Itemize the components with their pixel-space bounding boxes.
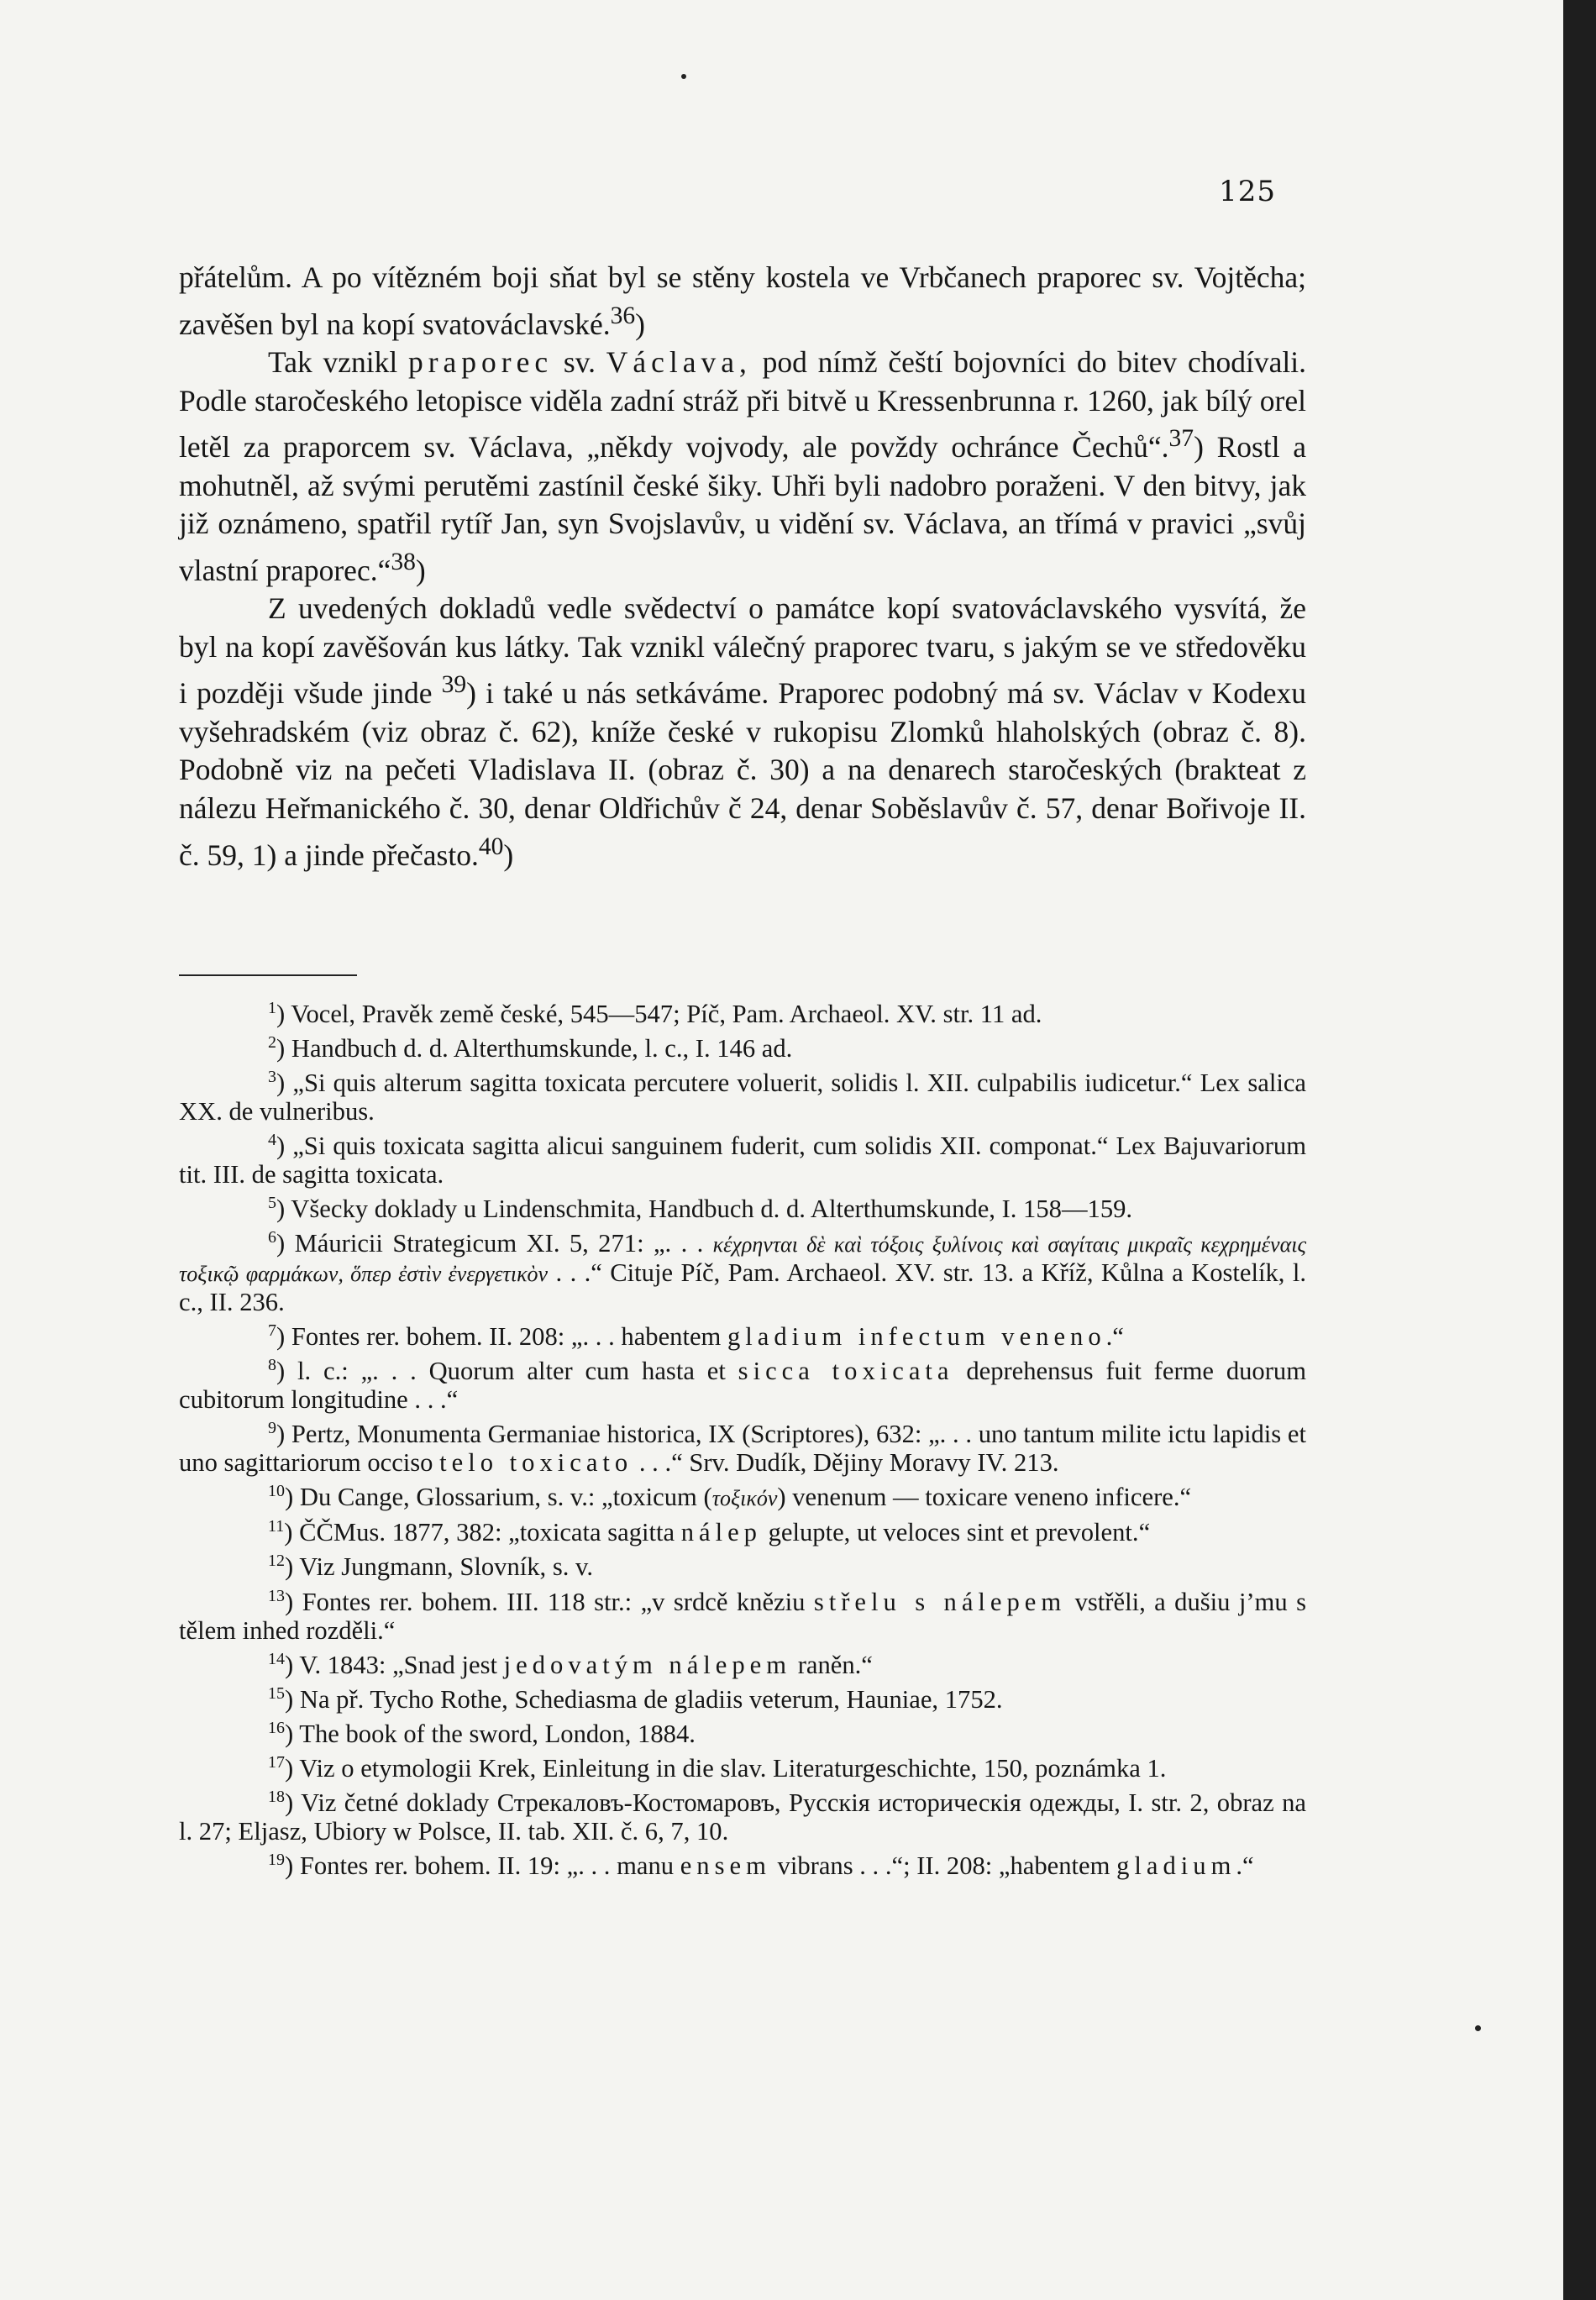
footnote-text: Vocel, Pravěk země české, 545—547; Píč, Pam. Archaeol. XV. str. 11 ad. xyxy=(291,1000,1042,1029)
paragraph-3-text: Z uvedených dokladů vedle svědectví o památce kopí svatováclavského vysvítá, že byl na kopí zavěšován kus látky. Tak vznikl válečný praporec tvaru, s jakým se ve středověku i později všude jinde xyxy=(179,591,1306,711)
footnote-text: . . .“ Srv. Dudík, Dějiny Moravy IV. 213. xyxy=(633,1448,1059,1478)
footnote-number: 18 xyxy=(268,1787,285,1806)
note-ref-paren: ) xyxy=(635,307,645,341)
footnote-text: Všecky doklady u Lindenschmita, Handbuch d. d. Alterthumskunde, I. 158—159. xyxy=(291,1195,1133,1224)
spaced-emphasis: ensem xyxy=(680,1851,771,1881)
footnote-number: 11 xyxy=(268,1517,285,1536)
paragraph-2-text: ) Rostl a mohutněl, až svými perutěmi zastínil české šiky. Uhři byli nadobro poraženi. V den bitvy, jak již oznámeno, spatřil rytíř Jan, syn Svojslavův, u vidění sv. Václava, an třímá v pravici „svůj vlastní praporec.“ xyxy=(179,430,1306,587)
note-ref: 40 xyxy=(478,832,504,860)
footnote-number: 6 xyxy=(268,1228,276,1247)
footnote-text: vibrans . . .“; II. 208: „habentem xyxy=(770,1851,1117,1881)
footnote-text: Na př. Tycho Rothe, Schediasma de gladiis veterum, Hauniae, 1752. xyxy=(299,1684,1003,1714)
footnote-text: ) venenum — toxicare veneno inficere.“ xyxy=(777,1483,1192,1512)
footnote-text: Máuricii Strategicum XI. 5, 271: „. . . xyxy=(294,1229,713,1258)
footnote: $^3$) „Si quis alterum sagitta toxicata percutere voluerit, solidis l. XII. culpabilis iudicetur.“ Lex salica XX. de vulneribus. xyxy=(179,1068,1306,1126)
main-text xyxy=(179,259,1306,874)
note-ref: 36 xyxy=(610,302,636,329)
spaced-emphasis: jedovatým nálepem xyxy=(503,1650,792,1679)
footnote-separator xyxy=(179,974,357,976)
footnote: $^5$) Všecky doklady u Lindenschmita, Handbuch d. d. Alterthumskunde, I. 158—159. xyxy=(268,1194,1133,1224)
footnote: $^6$) Máuricii Strategicum XI. 5, 271: „. . . κέχρηνται δὲ καὶ τόξοις ξυλίνοις καὶ σαγίταις μικραῖς κεχρημέναις τοξικῷ φαρμάκων, ὅπερ ἐστὶν ἐνεργετικὸν . . .“ Cituje Píč, Pam. Archaeol. XV. str. 13. a Kříž, Kůlna a Kostelík, l. c., II. 236. xyxy=(179,1228,1306,1317)
note-ref-paren: ) xyxy=(415,553,426,587)
footnote-text: „Si quis alterum sagitta toxicata percutere voluerit, solidis l. XII. culpabilis iudicetur.“ Lex salica XX. de vulneribus. xyxy=(179,1069,1306,1126)
footnote-number: 15 xyxy=(268,1683,285,1703)
footnote: $^{17}$) Viz o etymologii Krek, Einleitung in die slav. Literaturgeschichte, 150, poznámka 1. xyxy=(268,1752,1167,1783)
footnote-text: Viz četné doklady Стрекаловъ-Костомаровъ, Русскія историческія одежды, I. str. 2, obraz na l. 27; Eljasz, Ubiory w Polsce, II. tab. XII. č. 6, 7, 10. xyxy=(179,1788,1306,1846)
footnote-text: Fontes rer. bohem. II. 19: „. . . manu xyxy=(299,1851,680,1881)
paragraph-2-text: pod nímž čeští bojovníci do bitev chodívali. Podle staročeského letopisce viděla zadní stráž při bitvě u Kressenbrunna r. 1260, jak bílý orel letěl za praporcem sv. Václava, „někdy vojvody, ale povždy ochránce Čechů“. xyxy=(179,345,1307,465)
footnote-number: 7 xyxy=(268,1321,276,1341)
footnote-text: raněn.“ xyxy=(791,1650,873,1679)
note-ref-paren: ) xyxy=(503,838,514,872)
footnote-number: 14 xyxy=(268,1649,285,1668)
footnote: $^{14}$) V. 1843: „Snad jest jedovatým nálepem raněn.“ xyxy=(268,1649,873,1679)
footnote-number: 17 xyxy=(268,1752,285,1772)
footnote-number: 4 xyxy=(268,1131,276,1150)
footnote-text: . . .“ Cituje Píč, Pam. Archaeol. XV. str. 13. a Kříž, Kůlna a Kostelík, l. c., II. 236. xyxy=(179,1258,1306,1317)
note-ref: 37 xyxy=(1168,425,1194,453)
scan-speck xyxy=(681,74,686,79)
page-number: 125 xyxy=(1219,175,1276,208)
paragraph-3 xyxy=(179,590,1306,874)
footnote-text: Fontes rer. bohem. III. 118 str.: „v srdcě kněziu xyxy=(302,1587,814,1616)
greek-text: κέχρηνται δὲ καὶ τόξοις ξυλίνοις καὶ σαγίταις μικραῖς κεχρημέναις τοξικῷ φαρμάκων, ὅπερ ἐστὶν ἐνεργετικὸν xyxy=(179,1232,1306,1287)
footnote-text: The book of the sword, London, 1884. xyxy=(299,1719,696,1748)
footnote-text: deprehensus fuit ferme duorum cubitorum longitudine . . .“ xyxy=(179,1357,1307,1415)
spaced-emphasis: gladium xyxy=(1116,1851,1236,1881)
note-ref: 39 xyxy=(441,671,467,699)
footnote-number: 2 xyxy=(268,1033,276,1053)
footnote-number: 1 xyxy=(268,999,276,1017)
footnote-number: 12 xyxy=(268,1552,285,1571)
footnote-number: 5 xyxy=(268,1194,276,1213)
footnote-text: Pertz, Monumenta Germaniae historica, IX (Scriptores), 632: „. . . uno tantum milite ictu lapidis et uno sagittariorum occiso xyxy=(179,1420,1306,1478)
spaced-emphasis: gladium infectum veneno xyxy=(727,1322,1106,1352)
spaced-emphasis: praporec xyxy=(407,345,554,380)
footnote-text: Fontes rer. bohem. II. 208: „. . . habentem xyxy=(291,1322,727,1352)
spaced-emphasis: telo toxicato xyxy=(439,1448,633,1478)
footnote: $^9$) Pertz, Monumenta Germaniae historica, IX (Scriptores), 632: „. . . uno tantum milite ictu lapidis et uno sagittariorum occiso telo toxicato . . .“ Srv. Dudík, Dějiny Moravy IV. 213. xyxy=(179,1419,1306,1478)
greek-text: τοξικόν xyxy=(711,1486,778,1511)
footnote: $^{11}$) ČČMus. 1877, 382: „toxicata sagitta nálep gelupte, ut veloces sint et prevolent.“ xyxy=(268,1517,1151,1547)
paragraph-1-text: přátelům. A po vítězném boji sňat byl se stěny kostela ve Vrbčanech praporec sv. Vojtěcha; zavěšen byl na kopí svatováclavské. xyxy=(179,260,1306,341)
footnote-number: 16 xyxy=(268,1718,285,1737)
footnote: $^8$) l. c.: „. . . Quorum alter cum hasta et sicca toxicata deprehensus fuit ferme duorum cubitorum longitudine . . .“ xyxy=(179,1356,1307,1415)
footnote-text: l. c.: „. . . Quorum alter cum hasta et xyxy=(297,1357,738,1386)
footnote: $^1$) Vocel, Pravěk země české, 545—547; Píč, Pam. Archaeol. XV. str. 11 ad. xyxy=(268,999,1042,1029)
footnote: $^{10}$) Du Cange, Glossarium, s. v.: „toxicum (τοξικόν) venenum — toxicare veneno inficere.“ xyxy=(268,1482,1192,1512)
paragraph-2 xyxy=(179,344,1306,590)
footnote: $^2$) Handbuch d. d. Alterthumskunde, l. c., I. 146 ad. xyxy=(268,1033,793,1063)
footnote: $^{19}$) Fontes rer. bohem. II. 19: „. . . manu ensem vibrans . . .“; II. 208: „habentem gladium.“ xyxy=(268,1850,1254,1881)
spaced-emphasis: sicca toxicata xyxy=(738,1357,954,1386)
footnote-number: 8 xyxy=(268,1356,276,1375)
spaced-emphasis: nálep xyxy=(680,1518,762,1547)
footnote: $^7$) Fontes rer. bohem. II. 208: „. . . habentem gladium infectum veneno.“ xyxy=(268,1321,1124,1352)
spaced-emphasis: Václava, xyxy=(606,345,752,380)
footnote-text: V. 1843: „Snad jest xyxy=(299,1650,504,1679)
footnote-text: „Si quis toxicata sagitta alicui sanguinem fuderit, cum solidis XII. componat.“ Lex Bajuvariorum tit. III. de sagitta toxicata. xyxy=(179,1132,1306,1189)
scan-speck xyxy=(1475,2025,1481,2031)
footnotes xyxy=(179,995,1306,1881)
footnote-text: Du Cange, Glossarium, s. v.: „toxicum ( xyxy=(299,1483,712,1512)
paragraph-2-text: Tak vznikl xyxy=(268,345,408,380)
footnote-number: 13 xyxy=(268,1586,285,1605)
footnote-text: .“ xyxy=(1105,1322,1124,1352)
footnote-text: ČČMus. 1877, 382: „toxicata sagitta xyxy=(299,1518,681,1547)
footnote-number: 3 xyxy=(268,1068,276,1087)
footnote-number: 10 xyxy=(268,1482,285,1501)
footnote-text: Handbuch d. d. Alterthumskunde, l. c., I. 146 ad. xyxy=(291,1034,793,1063)
footnote: $^{13}$) Fontes rer. bohem. III. 118 str.: „v srdcě kněziu střelu s nálepem vstřěli, a dušiu j’mu s tělem inhed rozděli.“ xyxy=(179,1586,1306,1645)
footnote: $^{16}$) The book of the sword, London, 1884. xyxy=(268,1718,696,1748)
paragraph-2-text: sv. xyxy=(553,345,606,380)
footnote: $^4$) „Si quis toxicata sagitta alicui sanguinem fuderit, cum solidis XII. componat.“ Lex Bajuvariorum tit. III. de sagitta toxicata. xyxy=(179,1131,1306,1189)
footnote-text: .“ xyxy=(1236,1851,1254,1881)
footnote: $^{18}$) Viz četné doklady Стрекаловъ-Костомаровъ, Русскія историческія одежды, I. str. 2, obraz na l. 27; Eljasz, Ubiory w Polsce, II. tab. XII. č. 6, 7, 10. xyxy=(179,1787,1306,1846)
note-ref: 38 xyxy=(391,548,416,575)
footnote-number: 9 xyxy=(268,1419,276,1438)
spaced-emphasis: střelu s nálepem xyxy=(813,1587,1067,1616)
footnote-text: Viz o etymologii Krek, Einleitung in die slav. Literaturgeschichte, 150, poznámka 1. xyxy=(299,1754,1167,1783)
footnote-text: Viz Jungmann, Slovník, s. v. xyxy=(299,1552,594,1582)
footnote-number: 19 xyxy=(268,1850,285,1869)
footnote: $^{12}$) Viz Jungmann, Slovník, s. v. xyxy=(268,1552,594,1582)
footnote: $^{15}$) Na př. Tycho Rothe, Schediasma de gladiis veterum, Hauniae, 1752. xyxy=(268,1683,1003,1714)
footnote-text: vstřěli, a dušiu j’mu s tělem inhed rozděli.“ xyxy=(179,1587,1306,1645)
paragraph-1 xyxy=(179,259,1306,344)
footnote-text: gelupte, ut veloces sint et prevolent.“ xyxy=(761,1518,1151,1547)
paragraph-3-text: ) i také u nás setkáváme. Praporec podobný má sv. Václav v Kodexu vyšehradském (viz obraz č. 62), kníže české v rukopisu Zlomků hlaholských (obraz č. 8). Podobně viz na pečeti Vladislava II. (obraz č. 30) a na denarech staročeských (brakteat z nálezu Heřmanického č. 30, denar Oldřichův č 24, denar Soběslavův č. 57, denar Bořivoje II. č. 59, 1) a jinde přečasto. xyxy=(179,676,1306,872)
